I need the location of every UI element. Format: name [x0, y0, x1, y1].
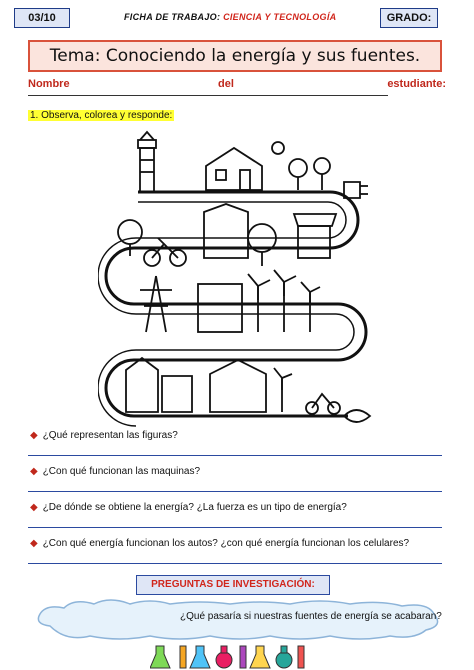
name-label-1: Nombre	[28, 78, 70, 90]
question-4: ◆ ¿Con qué energía funcionan los autos? ¿con qué energía funcionan los celulares?	[30, 538, 410, 549]
name-line[interactable]	[28, 95, 388, 96]
date-box: 03/10	[14, 8, 70, 28]
title-prefix: FICHA DE TRABAJO:	[124, 12, 221, 22]
name-row	[28, 78, 446, 92]
instruction-highlight: 1. Observa, colorea y responde:	[30, 110, 173, 121]
name-label-3: estudiante:	[387, 78, 446, 90]
grade-box: GRADO:	[380, 8, 438, 28]
energy-illustration	[98, 126, 374, 428]
answer-line-4[interactable]	[28, 563, 442, 564]
question-2: ◆ ¿Con qué funcionan las maquinas?	[30, 466, 201, 477]
question-1: ◆ ¿Qué representan las figuras?	[30, 430, 178, 441]
answer-line-1[interactable]	[28, 455, 442, 456]
question-3: ◆ ¿De dónde se obtiene la energía? ¿La fuerza es un tipo de energía?	[30, 502, 347, 513]
worksheet-title	[124, 12, 336, 22]
investigation-title: PREGUNTAS DE INVESTIGACIÓN:	[136, 575, 330, 595]
bullet-diamond-icon: ◆	[30, 430, 38, 441]
tema-banner: Tema: Conociendo la energía y sus fuentes.	[28, 40, 442, 72]
answer-line-3[interactable]	[28, 527, 442, 528]
investigation-question: ¿Qué pasaría si nuestras fuentes de energía se acabaran?	[180, 611, 442, 622]
bullet-diamond-icon: ◆	[30, 538, 38, 549]
title-subject: CIENCIA Y TECNOLOGÍA	[223, 12, 337, 22]
bullet-diamond-icon: ◆	[30, 502, 38, 513]
answer-line-2[interactable]	[28, 491, 442, 492]
bullet-diamond-icon: ◆	[30, 466, 38, 477]
name-label-2: del	[218, 78, 234, 90]
lab-flasks-image	[150, 642, 310, 670]
